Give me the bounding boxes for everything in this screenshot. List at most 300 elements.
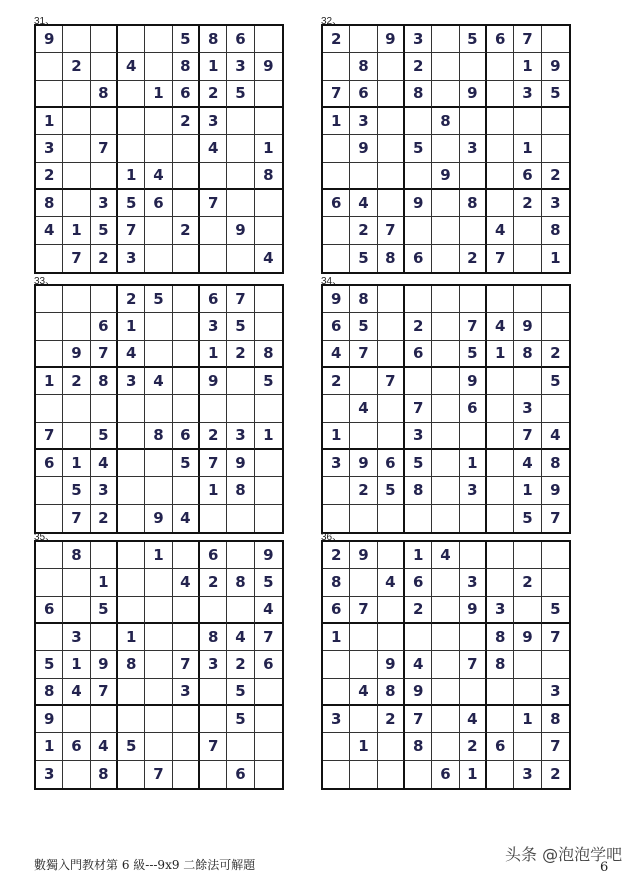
sudoku-cell: 2 [118,286,145,313]
sudoku-cell: 4 [173,569,200,596]
sudoku-cell: 6 [460,395,487,422]
sudoku-cell [405,368,432,395]
sudoku-cell [255,108,282,135]
sudoku-cell [487,706,514,733]
sudoku-cell: 7 [255,624,282,651]
sudoku-cell: 6 [227,761,254,788]
sudoku-cell: 1 [36,733,63,760]
sudoku-cell [145,706,172,733]
sudoku-cell: 4 [91,450,118,477]
sudoku-cell: 6 [487,733,514,760]
sudoku-cell: 9 [350,542,377,569]
sudoku-cell: 1 [350,733,377,760]
sudoku-cell [118,26,145,53]
sudoku-cell: 6 [487,26,514,53]
sudoku-cell: 1 [514,135,541,162]
sudoku-cell [350,505,377,532]
sudoku-cell [145,341,172,368]
sudoku-cell [255,26,282,53]
sudoku-cell [378,135,405,162]
sudoku-cell: 1 [145,542,172,569]
sudoku-cell [145,679,172,706]
sudoku-cell [91,542,118,569]
sudoku-cell [378,395,405,422]
sudoku-grid [34,284,284,534]
sudoku-cell [91,624,118,651]
sudoku-cell: 1 [200,341,227,368]
sudoku-cell [36,245,63,272]
sudoku-cell [350,651,377,678]
sudoku-cell [145,477,172,504]
sudoku-cell: 3 [542,679,569,706]
sudoku-cell [200,395,227,422]
sudoku-cell: 5 [36,651,63,678]
sudoku-cell: 2 [200,569,227,596]
sudoku-cell [173,706,200,733]
sudoku-cell: 5 [63,477,90,504]
sudoku-cell: 9 [145,505,172,532]
sudoku-cell [36,313,63,340]
sudoku-cell [378,286,405,313]
sudoku-cell: 2 [173,217,200,244]
sudoku-cell: 1 [487,341,514,368]
sudoku-cell [405,505,432,532]
sudoku-cell: 7 [378,217,405,244]
sudoku-cell [542,651,569,678]
sudoku-cell: 1 [323,624,350,651]
sudoku-cell: 8 [145,423,172,450]
sudoku-cell [542,313,569,340]
sudoku-cell: 2 [350,477,377,504]
sudoku-cell: 2 [36,163,63,190]
sudoku-cell: 4 [118,53,145,80]
sudoku-cell: 2 [460,245,487,272]
sudoku-cell [323,163,350,190]
sudoku-cell: 7 [145,761,172,788]
sudoku-cell [378,505,405,532]
sudoku-cell: 7 [542,733,569,760]
sudoku-cell [255,450,282,477]
sudoku-cell [378,81,405,108]
sudoku-cell [323,245,350,272]
sudoku-cell: 4 [487,217,514,244]
sudoku-cell: 4 [432,542,459,569]
sudoku-cell [173,190,200,217]
sudoku-cell [487,135,514,162]
sudoku-cell: 5 [91,597,118,624]
sudoku-cell [118,81,145,108]
sudoku-cell [542,542,569,569]
sudoku-cell: 3 [36,135,63,162]
sudoku-cell [487,190,514,217]
sudoku-cell [200,505,227,532]
sudoku-cell: 1 [36,108,63,135]
sudoku-cell: 8 [91,81,118,108]
sudoku-cell: 4 [460,706,487,733]
sudoku-cell [36,53,63,80]
sudoku-cell [227,395,254,422]
sudoku-cell [227,190,254,217]
sudoku-cell: 5 [118,190,145,217]
sudoku-cell [227,163,254,190]
sudoku-cell: 4 [487,313,514,340]
sudoku-cell [63,108,90,135]
sudoku-cell: 4 [145,368,172,395]
sudoku-cell [63,135,90,162]
sudoku-cell: 6 [405,245,432,272]
sudoku-cell: 9 [460,368,487,395]
sudoku-cell [255,733,282,760]
sudoku-cell: 3 [227,423,254,450]
sudoku-cell: 9 [227,450,254,477]
sudoku-cell: 9 [227,217,254,244]
sudoku-cell: 4 [263,249,274,268]
sudoku-cell: 3 [91,477,118,504]
sudoku-cell: 4 [350,395,377,422]
puzzle-number: 32、 [321,16,343,27]
sudoku-cell: 3 [514,761,541,788]
sudoku-cell [173,341,200,368]
sudoku-cell: 7 [91,135,118,162]
sudoku-cell: 3 [200,108,227,135]
sudoku-cell: 1 [514,477,541,504]
sudoku-cell: 4 [514,450,541,477]
sudoku-cell [405,761,432,788]
sudoku-cell: 9 [200,368,227,395]
sudoku-cell [118,569,145,596]
sudoku-cell: 2 [550,765,561,784]
sudoku-cell: 4 [323,341,350,368]
sudoku-cell: 6 [91,313,118,340]
puzzle-number: 34、 [321,276,343,287]
sudoku-cell: 4 [118,341,145,368]
sudoku-cell: 3 [405,423,432,450]
sudoku-cell [255,505,282,532]
sudoku-cell: 7 [514,423,541,450]
sudoku-cell [145,597,172,624]
sudoku-cell: 4 [405,651,432,678]
sudoku-cell: 2 [350,217,377,244]
puzzle-number: 35、 [34,532,56,543]
sudoku-cell [378,423,405,450]
sudoku-cell [432,368,459,395]
sudoku-cell: 7 [350,597,377,624]
sudoku-cell: 3 [405,26,432,53]
sudoku-cell: 1 [200,53,227,80]
sudoku-cell [460,217,487,244]
sudoku-cell: 8 [350,286,377,313]
sudoku-cell [542,569,569,596]
sudoku-cell: 1 [255,135,282,162]
sudoku-cell [145,26,172,53]
sudoku-cell [227,368,254,395]
sudoku-cell: 1 [514,53,541,80]
sudoku-cell: 7 [460,651,487,678]
sudoku-cell [145,651,172,678]
sudoku-cell [432,53,459,80]
sudoku-cell [350,569,377,596]
sudoku-cell [173,542,200,569]
sudoku-cell [514,217,541,244]
sudoku-cell [200,706,227,733]
sudoku-cell [200,679,227,706]
sudoku-cell: 9 [255,53,282,80]
sudoku-cell: 9 [378,651,405,678]
sudoku-cell: 8 [323,569,350,596]
sudoku-cell: 8 [405,733,432,760]
sudoku-cell [460,505,487,532]
sudoku-cell [487,163,514,190]
sudoku-cell: 3 [542,190,569,217]
sudoku-cell [173,368,200,395]
sudoku-cell: 2 [405,53,432,80]
sudoku-cell: 8 [378,679,405,706]
sudoku-cell [36,542,63,569]
sudoku-cell: 8 [405,477,432,504]
sudoku-grid [34,540,284,790]
sudoku-cell [350,163,377,190]
sudoku-cell [63,286,90,313]
sudoku-cell: 2 [63,368,90,395]
sudoku-cell: 7 [405,395,432,422]
sudoku-cell: 1 [460,761,487,788]
sudoku-cell: 6 [227,26,254,53]
sudoku-cell: 9 [514,624,541,651]
sudoku-cell [378,542,405,569]
sudoku-cell [173,245,200,272]
sudoku-cell: 8 [487,651,514,678]
sudoku-cell [514,368,541,395]
sudoku-cell [173,135,200,162]
sudoku-cell: 1 [514,706,541,733]
sudoku-cell: 5 [173,26,200,53]
sudoku-cell [173,313,200,340]
sudoku-cell: 8 [487,624,514,651]
sudoku-cell [173,286,200,313]
sudoku-cell [432,395,459,422]
sudoku-cell [432,313,459,340]
sudoku-cell [227,505,254,532]
sudoku-cell [255,395,282,422]
sudoku-cell [487,108,514,135]
sudoku-cell [350,624,377,651]
sudoku-cell: 1 [63,651,90,678]
sudoku-cell [145,733,172,760]
sudoku-cell: 5 [542,368,569,395]
sudoku-cell: 8 [63,542,90,569]
sudoku-cell: 8 [118,651,145,678]
sudoku-cell: 6 [405,341,432,368]
sudoku-cell: 4 [350,190,377,217]
sudoku-grid [321,24,571,274]
sudoku-cell: 2 [91,245,118,272]
sudoku-cell [323,217,350,244]
sudoku-cell: 2 [323,542,350,569]
sudoku-cell [227,597,254,624]
sudoku-cell [63,761,90,788]
sudoku-cell [118,542,145,569]
sudoku-cell: 3 [460,477,487,504]
sudoku-cell: 8 [378,245,405,272]
sudoku-cell [542,26,569,53]
sudoku-cell: 1 [118,163,145,190]
sudoku-cell [350,26,377,53]
sudoku-cell: 6 [200,542,227,569]
sudoku-cell: 3 [63,624,90,651]
sudoku-cell [378,108,405,135]
sudoku-cell [432,286,459,313]
sudoku-cell: 9 [36,26,63,53]
sudoku-cell: 8 [350,53,377,80]
sudoku-cell: 8 [36,679,63,706]
sudoku-cell [91,286,118,313]
sudoku-cell: 6 [255,651,282,678]
sudoku-cell: 6 [378,450,405,477]
sudoku-cell [173,395,200,422]
sudoku-cell: 5 [173,450,200,477]
sudoku-cell [460,423,487,450]
sudoku-cell: 1 [145,81,172,108]
sudoku-cell: 5 [255,368,282,395]
sudoku-cell [145,108,172,135]
sudoku-cell [405,217,432,244]
sudoku-cell: 7 [323,81,350,108]
sudoku-cell: 5 [378,477,405,504]
sudoku-cell: 7 [200,450,227,477]
sudoku-cell: 7 [227,286,254,313]
sudoku-cell: 5 [227,313,254,340]
sudoku-cell: 9 [460,597,487,624]
sudoku-cell [460,286,487,313]
sudoku-cell [63,81,90,108]
sudoku-cell [173,477,200,504]
sudoku-cell: 9 [542,477,569,504]
sudoku-cell [323,761,350,788]
sudoku-cell [227,108,254,135]
sudoku-cell [200,761,227,788]
sudoku-cell [378,597,405,624]
sudoku-cell: 9 [432,163,459,190]
sudoku-cell: 7 [487,245,514,272]
sudoku-cell: 7 [200,190,227,217]
sudoku-cell [487,286,514,313]
sudoku-cell [145,624,172,651]
sudoku-cell [487,542,514,569]
sudoku-cell: 2 [200,423,227,450]
sudoku-cell: 9 [405,190,432,217]
sudoku-cell: 2 [323,26,350,53]
sudoku-cell [227,542,254,569]
sudoku-cell: 3 [200,313,227,340]
sudoku-cell [36,624,63,651]
sudoku-cell [118,395,145,422]
sudoku-cell [63,163,90,190]
sudoku-cell: 4 [173,505,200,532]
sudoku-cell [405,286,432,313]
sudoku-cell [542,286,569,313]
sudoku-cell: 4 [63,679,90,706]
sudoku-cell: 2 [542,163,569,190]
sudoku-cell: 5 [91,423,118,450]
sudoku-cell: 6 [173,81,200,108]
sudoku-cell [173,624,200,651]
watermark: 头条 @泡泡学吧 [505,845,623,864]
sudoku-cell: 1 [118,313,145,340]
sudoku-cell [118,108,145,135]
sudoku-cell: 3 [514,395,541,422]
sudoku-cell: 5 [514,505,541,532]
sudoku-cell [173,733,200,760]
sudoku-cell [227,245,254,272]
sudoku-cell [514,597,541,624]
sudoku-cell: 5 [227,81,254,108]
sudoku-cell: 8 [542,706,569,733]
sudoku-cell [432,651,459,678]
sudoku-cell: 2 [405,597,432,624]
sudoku-cell [432,423,459,450]
sudoku-cell [350,423,377,450]
sudoku-cell [227,733,254,760]
footer-caption: 數獨入門教材第 6 級---9x9 二餘法可解題 [34,858,256,872]
sudoku-cell [63,423,90,450]
sudoku-cell [432,190,459,217]
sudoku-cell: 5 [91,217,118,244]
sudoku-cell: 9 [405,679,432,706]
sudoku-cell [514,651,541,678]
sudoku-cell: 1 [63,450,90,477]
sudoku-cell [173,163,200,190]
sudoku-cell [432,505,459,532]
sudoku-cell [514,286,541,313]
sudoku-cell [378,624,405,651]
sudoku-cell: 4 [200,135,227,162]
sudoku-cell [323,135,350,162]
sudoku-cell [405,624,432,651]
sudoku-cell: 5 [145,286,172,313]
sudoku-cell [63,190,90,217]
sudoku-cell [145,135,172,162]
sudoku-cell: 8 [91,761,118,788]
sudoku-cell [323,651,350,678]
sudoku-cell: 5 [350,313,377,340]
sudoku-cell [63,706,90,733]
sudoku-cell: 5 [405,135,432,162]
sudoku-cell [542,135,569,162]
sudoku-cell [145,313,172,340]
sudoku-cell: 6 [36,597,63,624]
sudoku-cell: 1 [550,249,561,268]
sudoku-cell: 8 [36,190,63,217]
sudoku-cell [145,569,172,596]
sudoku-cell [145,395,172,422]
sudoku-cell: 5 [350,245,377,272]
sudoku-cell [487,81,514,108]
sudoku-cell: 5 [118,733,145,760]
sudoku-cell: 1 [118,624,145,651]
sudoku-cell: 6 [514,163,541,190]
sudoku-cell: 4 [227,624,254,651]
sudoku-cell: 8 [460,190,487,217]
sudoku-cell: 7 [350,341,377,368]
sudoku-cell [323,679,350,706]
puzzle-number: 36、 [321,532,343,543]
sudoku-cell: 8 [227,569,254,596]
sudoku-cell [514,679,541,706]
sudoku-cell: 1 [405,542,432,569]
sudoku-cell: 4 [255,597,282,624]
sudoku-cell: 7 [542,624,569,651]
sudoku-cell: 2 [460,733,487,760]
